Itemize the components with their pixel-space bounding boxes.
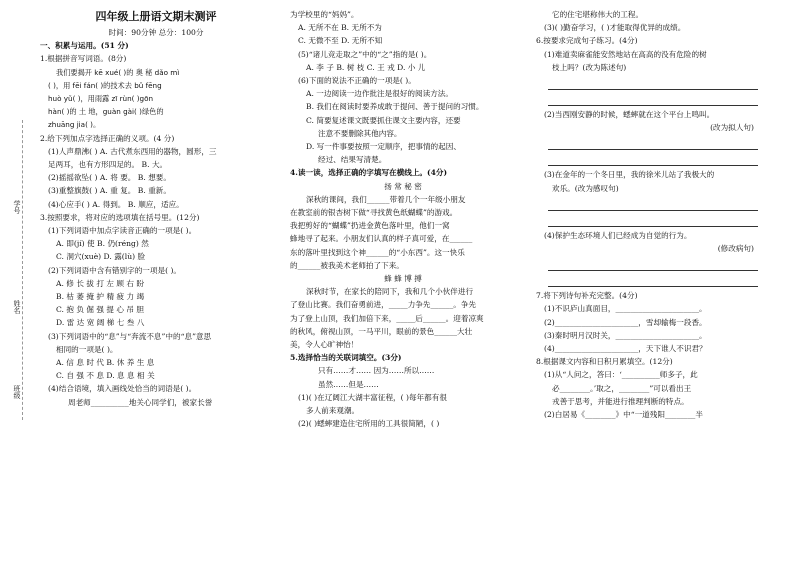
column-right	[536, 8, 762, 421]
answer-line	[548, 213, 758, 227]
text-line: 戎善于思考，并能进行推理判断的特点。	[552, 396, 689, 406]
binding-line	[22, 120, 23, 420]
text-line: 为了登上山顶，我们加倍下来，_____后______。迎着凉爽	[290, 313, 484, 323]
text-line: (2)下列词语中含有错别字的一项是( )。	[48, 265, 182, 275]
text-line: 5.选择恰当的关联词填空。(3分)	[290, 353, 402, 363]
answer-line	[548, 273, 758, 287]
answer-line	[548, 257, 758, 271]
text-line: huò yǔ( )，用雨露 zī rùn( )gōn	[48, 94, 154, 104]
text-line: 枝上吗？(改为陈述句)	[552, 62, 627, 72]
text-line: (6)下面的说法不正确的一项是( )。	[298, 76, 416, 86]
text-line: 欢乐。(改为感叹句)	[552, 183, 619, 193]
side-label-name: 姓名	[13, 300, 21, 314]
text-line: zhuāng jia( )。	[48, 120, 101, 130]
text-line: 经过、结果写清楚。	[318, 155, 387, 165]
text-line: 的秋风，俯视山顶，一马平川，眼前的景色______大壮	[290, 326, 473, 336]
column-middle	[290, 8, 516, 431]
text-line: 1.根据拼音写词语。(8分)	[40, 54, 127, 64]
text-line: 为学校里的“妈妈”。	[290, 10, 359, 19]
text-line: hàn( )的 土 地，guàn gài( )绿色的	[48, 107, 164, 117]
text-line: ( )，用 fēi fán( )的技术去 bǔ fēng	[48, 80, 162, 90]
text-line: 深秋时节，在家长的陪同下，我和几个小伙伴进行	[306, 287, 474, 297]
text-line: 足两耳，也有方形四足的。 B. 大。	[48, 160, 168, 170]
text-line: (改为拟人句)	[710, 123, 754, 133]
text-line: (3)( )勤奋学习，( )才能取得优异的成绩。	[544, 23, 686, 33]
text-line: (1)从“人问之，答曰：‘__________师多子，此	[544, 370, 698, 380]
text-line: (1)不识庐山真面目，______________________。	[544, 304, 707, 314]
text-line: 在教室前的银杏树下做“寻找黄色纸蝴蝶”的游戏。	[290, 208, 458, 218]
text-line: B. 枯 萎 掩 护 精 疲 力 竭	[56, 292, 145, 302]
text-line: C. 洞穴(xuè) D. 露(lù) 脸	[56, 252, 146, 262]
text-line: C. 抱 负 倔 强 提 心 吊 胆	[56, 305, 145, 315]
text-line: 我把剪好的“蝴蝶”扔进金黄色落叶里，他们一窝	[290, 221, 450, 231]
answer-line	[548, 76, 758, 90]
text-line: 相同的一项是( )。	[56, 344, 118, 354]
text-line: C. 简要复述课文既要抓住课文主要内容，还要	[306, 115, 461, 125]
text-line: 扬 常 秘 密	[384, 181, 422, 191]
text-line: A. 信 息 时 代 B. 休 养 生 息	[56, 358, 155, 368]
text-line: C. 自 强 不 息 D. 息 息 相 关	[56, 371, 155, 381]
text-line: (1)( )在辽阔江大湖丰富征程，( )每年都有很	[298, 392, 447, 402]
text-line: 深秋的课间，我们______带着几个一年级小朋友	[306, 194, 466, 204]
text-line: 它的住宅堪称伟大的工程。	[552, 10, 644, 19]
text-line: 7.将下列诗句补充完整。(4分)	[536, 291, 638, 301]
text-line: (4)保护生态环境人们已经成为自觉的行为。	[544, 230, 692, 240]
text-line: 的______被我美术老师拍了下来。	[290, 260, 404, 270]
text-line: 东的落叶里找到这个神______的“小东西”。这一快乐	[290, 247, 465, 257]
text-line: 注意不要删除其他内容。	[318, 128, 402, 138]
text-line: D. 写一件事要按照一定顺序，把事情的起因、	[306, 142, 461, 152]
text-line: 3.按照要求，将对应的选项填在括号里。(12分)	[40, 212, 200, 222]
page-title: 四年级上册语文期末测评	[95, 10, 217, 23]
text-line: 蜂地寻了起来。小朋友们认真的样子真可爱，在______	[290, 234, 473, 244]
text-line: (3)秦时明月汉时关，______________________。	[544, 330, 707, 340]
text-line: 时间：90分钟 总分：100分	[108, 28, 204, 37]
text-line: 一、积累与运用。(51 分)	[40, 41, 129, 51]
text-line: (3)重整旗鼓( ) A. 重 复。 B. 重新。	[48, 186, 171, 196]
text-line: 周老师__________地关心同学们，被家长誉	[68, 397, 213, 407]
text-line: 虽然……但是……	[318, 379, 379, 389]
text-line: (4)心应手( ) A. 得到。 B. 顺应，适应。	[48, 199, 184, 209]
side-label-student-id: 学号	[13, 200, 21, 214]
text-line: (2)( )蟋蟀建造住宅所用的工具很简陋，( )	[298, 419, 440, 429]
text-line: A. 一边阅读一边作批注是很好的阅读方法。	[306, 89, 453, 99]
text-line: A. 修 长 拔 打 左 顾 右 盼	[56, 278, 144, 288]
text-line: (修改病句)	[717, 244, 754, 254]
side-label-class: 班级	[13, 385, 21, 399]
text-line: B. 我们在阅读时要养成敢于提问、善于提问的习惯。	[306, 102, 484, 112]
text-line: (4)______________________，天下谁人不识君？	[544, 344, 707, 354]
text-line: (5)“诸儿竞走取之”中的“之”指的是( )。	[298, 49, 432, 59]
text-line: (2)______________________，雪却输梅一段香。	[544, 317, 707, 327]
text-line: 必________。’取之，________”可以看出王	[552, 383, 692, 393]
text-line: A. 李 子 B. 树 枝 C. 王 戎 D. 小 儿	[306, 62, 426, 72]
text-line: D. 雷 达 宽 阔 梯 七 叁 八	[56, 318, 145, 328]
text-line: 蜂 蜂 博 搏	[384, 274, 422, 284]
text-line: (3)下列词语中的“息”与“奔流不息”中的“息”意思	[48, 331, 212, 341]
answer-line	[548, 152, 758, 166]
answer-line	[548, 136, 758, 150]
text-line: 6.按要求完成句子练习。(4分)	[536, 36, 638, 46]
text-line: A. 即(jí) 使 B. 仍(réng) 然	[56, 239, 149, 249]
text-line: (1)下列词语中加点字读音正确的一项是( )。	[48, 226, 197, 236]
text-line: (3)在金年的一个冬日里，我的徐米儿站了我极大的	[544, 170, 715, 180]
answer-line	[548, 197, 758, 211]
text-line: 4.读一读，选择正确的字填写在横线上。(4分)	[290, 168, 448, 178]
text-line: (1)难道卖麻雀能安然地站在高高的没有危险的树	[544, 49, 707, 59]
text-line: (2)摇摇欲坠( ) A. 将 要。 B. 想要。	[48, 173, 171, 183]
text-line: (2)当西刚安静的时候，蟋蟀就在这个平台上鸣叫。	[544, 110, 715, 120]
column-left	[40, 8, 272, 409]
text-line: 只有……才…… 因为……所以……	[318, 366, 435, 376]
text-line: (2)白居易《________》中“一道残阳________半	[544, 410, 703, 420]
text-line: (4)结合语境，填入画线处恰当的词语是( )。	[48, 384, 197, 394]
text-line: 多人前来观潮。	[306, 406, 360, 416]
text-line: 美，令人心旷神怡！	[290, 340, 359, 350]
text-line: C. 无微不至 D. 无所不知	[298, 36, 383, 46]
text-line: 了登山比赛。我们奋勇前进，_____力争先______。争先	[290, 300, 477, 310]
text-line: 我们要揭开 kē xué( )的 奥 秘 dǎo mì	[56, 67, 180, 77]
text-line: (1)人声鼎沸( ) A. 古代煮东西用的器物，圆形，三	[48, 146, 217, 156]
text-line: 2.给下列加点字选择正确的义项。(4 分)	[40, 133, 175, 143]
answer-line	[548, 92, 758, 106]
text-line: 8.根据课文内容和日积月累填空。(12分)	[536, 357, 673, 367]
text-line: A. 无所不在 B. 无所不为	[298, 23, 382, 33]
